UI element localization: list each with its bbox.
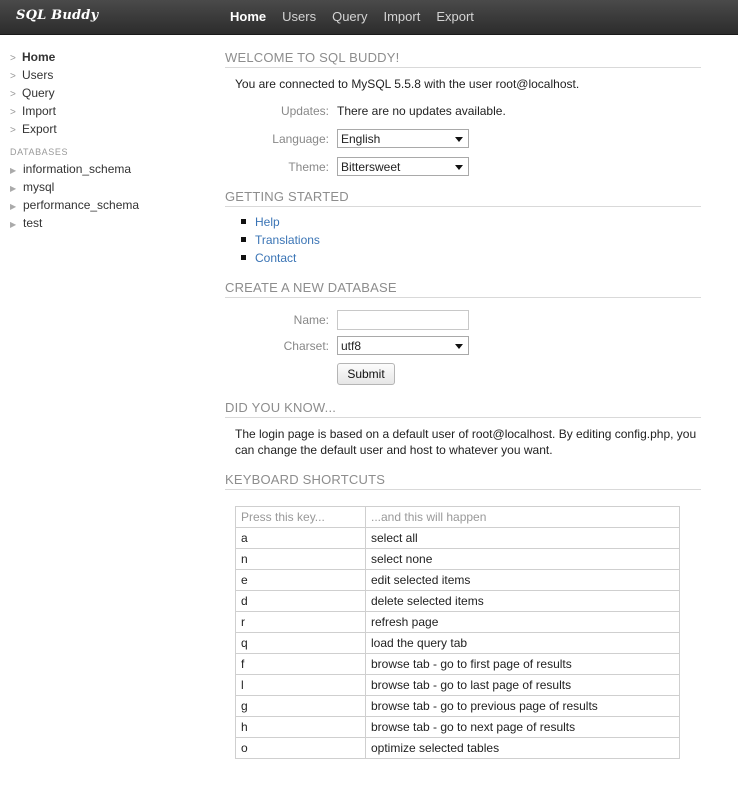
shortcut-action: refresh page [366, 612, 680, 633]
bullet-icon [241, 255, 246, 260]
sidebar-item-export[interactable]: > Export [10, 120, 200, 138]
theme-row [225, 153, 701, 181]
database-name-input[interactable] [337, 310, 469, 330]
chevron-right-icon: > [10, 107, 16, 118]
shortcut-key: q [236, 633, 366, 654]
shortcut-action: select none [366, 549, 680, 570]
shortcuts-table-body [236, 528, 680, 759]
help-link[interactable]: Help [255, 215, 280, 229]
charset-row [225, 334, 701, 360]
bullet-icon [241, 237, 246, 242]
table-row [236, 696, 680, 717]
shortcut-key: g [236, 696, 366, 717]
theme-label: Theme: [288, 160, 329, 174]
topnav-import[interactable]: Import [383, 9, 421, 24]
theme-select[interactable]: Bittersweet [337, 157, 469, 176]
expand-triangle-icon[interactable]: ▶ [10, 220, 17, 229]
chevron-right-icon: > [10, 71, 16, 82]
submit-button[interactable]: Submit [337, 363, 395, 385]
bullet-icon [241, 219, 246, 224]
app-logo[interactable]: SQL Buddy [16, 8, 99, 23]
shortcut-action: delete selected items [366, 591, 680, 612]
updates-row [225, 97, 701, 125]
table-row [236, 675, 680, 696]
shortcuts-table [235, 506, 680, 759]
databases-heading: DATABASES [10, 147, 69, 157]
shortcut-action: browse tab - go to first page of results [366, 654, 680, 675]
shortcut-key: h [236, 717, 366, 738]
list-item [241, 249, 701, 267]
expand-triangle-icon[interactable]: ▶ [10, 166, 17, 175]
table-row [236, 633, 680, 654]
top-bar [0, 0, 738, 35]
table-row [236, 717, 680, 738]
expand-triangle-icon[interactable]: ▶ [10, 184, 17, 193]
shortcut-key: l [236, 675, 366, 696]
shortcut-key: f [236, 654, 366, 675]
chevron-right-icon: > [10, 125, 16, 136]
database-item-mysql[interactable]: ▶ mysql [10, 178, 200, 196]
contact-link[interactable]: Contact [255, 251, 297, 265]
getting-started-title: GETTING STARTED [225, 189, 701, 207]
create-database-title: CREATE A NEW DATABASE [225, 280, 701, 298]
topnav-export[interactable]: Export [436, 9, 474, 24]
sidebar [10, 48, 200, 232]
shortcut-key: r [236, 612, 366, 633]
shortcut-key: n [236, 549, 366, 570]
shortcut-action: browse tab - go to last page of results [366, 675, 680, 696]
list-item [241, 213, 701, 231]
connection-info: You are connected to MySQL 5.5.8 with the user root@localhost. [235, 77, 580, 91]
updates-value: There are no updates available. [337, 104, 506, 118]
table-header-row [236, 507, 680, 528]
translations-link[interactable]: Translations [255, 233, 320, 247]
getting-started-links [225, 207, 701, 267]
table-row [236, 591, 680, 612]
name-row [225, 308, 701, 334]
shortcut-action: optimize selected tables [366, 738, 680, 759]
topnav-home[interactable]: Home [230, 9, 267, 24]
chevron-right-icon: > [10, 89, 16, 100]
database-item-test[interactable]: ▶ test [10, 214, 200, 232]
shortcut-action: edit selected items [366, 570, 680, 591]
list-item [241, 231, 701, 249]
language-row [225, 125, 701, 153]
sidebar-item-home[interactable]: > Home [10, 48, 200, 66]
language-label: Language: [272, 132, 329, 146]
sidebar-item-import[interactable]: > Import [10, 102, 200, 120]
database-item-information-schema[interactable]: ▶ information_schema [10, 160, 200, 178]
table-row [236, 738, 680, 759]
language-select[interactable]: English [337, 129, 469, 148]
shortcut-key: a [236, 528, 366, 549]
sidebar-item-query[interactable]: > Query [10, 84, 200, 102]
shortcut-key: o [236, 738, 366, 759]
column-header-action: ...and this will happen [366, 507, 680, 528]
topnav-query[interactable]: Query [332, 9, 368, 24]
charset-label: Charset: [283, 339, 329, 353]
did-you-know-title: DID YOU KNOW... [225, 400, 701, 418]
did-you-know-text: The login page is based on a default user of root@localhost. By editing config.php, you can change the default user and host to whatever you want. [235, 427, 697, 457]
dropdown-arrow-icon [455, 165, 463, 170]
shortcut-key: d [236, 591, 366, 612]
table-row [236, 528, 680, 549]
column-header-key: Press this key... [236, 507, 366, 528]
shortcut-action: browse tab - go to previous page of results [366, 696, 680, 717]
dropdown-arrow-icon [455, 137, 463, 142]
sidebar-item-users[interactable]: > Users [10, 66, 200, 84]
submit-row [225, 360, 701, 390]
table-row [236, 570, 680, 591]
shortcut-action: select all [366, 528, 680, 549]
welcome-title: WELCOME TO SQL BUDDY! [225, 50, 701, 68]
main-content [225, 50, 701, 759]
chevron-right-icon: > [10, 53, 16, 64]
table-row [236, 654, 680, 675]
expand-triangle-icon[interactable]: ▶ [10, 202, 17, 211]
dropdown-arrow-icon [455, 344, 463, 349]
updates-label: Updates: [280, 104, 329, 118]
name-label: Name: [293, 313, 329, 327]
shortcut-action: load the query tab [366, 633, 680, 654]
top-nav [222, 0, 482, 34]
keyboard-shortcuts-title: KEYBOARD SHORTCUTS [225, 472, 701, 490]
shortcut-action: browse tab - go to next page of results [366, 717, 680, 738]
table-row [236, 549, 680, 570]
shortcut-key: e [236, 570, 366, 591]
database-item-performance-schema[interactable]: ▶ performance_schema [10, 196, 200, 214]
topnav-users[interactable]: Users [282, 9, 317, 24]
charset-select[interactable]: utf8 [337, 336, 469, 355]
table-row [236, 612, 680, 633]
